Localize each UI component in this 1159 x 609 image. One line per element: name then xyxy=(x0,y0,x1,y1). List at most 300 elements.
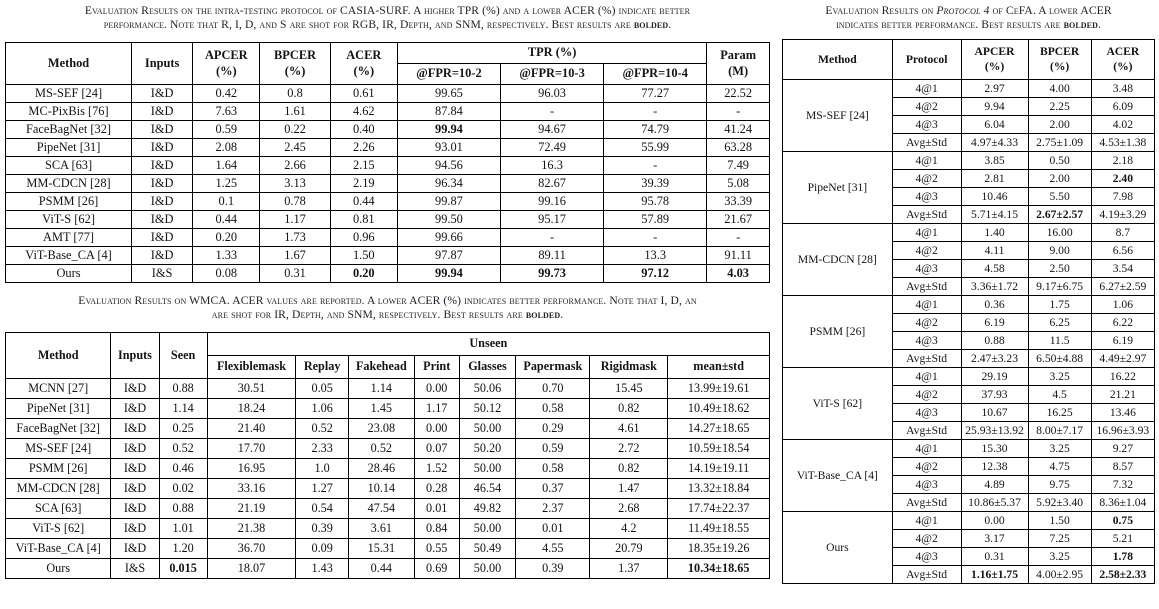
data-cell: 0.00 xyxy=(961,511,1028,529)
data-cell: I&D xyxy=(132,120,193,138)
data-cell: 2.97 xyxy=(961,79,1028,97)
data-cell: 99.94 xyxy=(397,264,500,282)
data-cell: 6.50±4.88 xyxy=(1028,349,1091,367)
data-cell: 55.99 xyxy=(604,138,707,156)
data-cell: 1.61 xyxy=(260,102,330,120)
table-row xyxy=(6,228,770,246)
data-cell: 0.96 xyxy=(330,228,397,246)
data-cell: 21.38 xyxy=(207,518,296,538)
data-cell: 4@3 xyxy=(892,331,961,349)
data-cell: 1.43 xyxy=(296,558,349,578)
data-cell: 25.93±13.92 xyxy=(961,421,1028,439)
table-row xyxy=(6,538,770,558)
data-cell: 6.25 xyxy=(1028,313,1091,331)
header-cell: Method xyxy=(6,42,132,84)
data-cell: 0.46 xyxy=(159,458,207,478)
data-cell: 3.61 xyxy=(348,518,414,538)
caption-text: Evaluation Results on the intra-testing protocol of CASIA-SURF. A higher TPR (%) and a lower ACER (%) indicate better xyxy=(84,4,691,17)
data-cell: 16.96±3.93 xyxy=(1091,421,1154,439)
data-cell: 99.50 xyxy=(397,210,500,228)
table-row xyxy=(6,478,770,498)
data-cell: 1.06 xyxy=(1091,295,1154,313)
data-cell: 12.38 xyxy=(961,457,1028,475)
data-cell: 0.59 xyxy=(193,120,260,138)
data-cell: 10.49±18.62 xyxy=(668,398,770,418)
caption-line xyxy=(5,294,770,308)
data-cell: 0.20 xyxy=(193,228,260,246)
data-cell: 99.66 xyxy=(397,228,500,246)
data-cell: 0.58 xyxy=(516,398,590,418)
data-cell: AMT [77] xyxy=(6,228,132,246)
data-cell: 99.73 xyxy=(501,264,604,282)
header-cell: Seen xyxy=(159,332,207,378)
data-cell: 1.14 xyxy=(348,378,414,398)
data-cell: 1.17 xyxy=(414,398,459,418)
data-cell: 4@3 xyxy=(892,475,961,493)
header-cell: Method xyxy=(783,39,893,79)
wmca-results-table xyxy=(5,332,770,579)
data-cell: I&D xyxy=(111,418,159,438)
data-cell: 4@1 xyxy=(892,439,961,457)
data-cell: 1.17 xyxy=(260,210,330,228)
data-cell: 2.40 xyxy=(1091,169,1154,187)
data-cell: 0.01 xyxy=(414,498,459,518)
data-cell: PSMM [26] xyxy=(6,192,132,210)
data-cell: 4.75 xyxy=(1028,457,1091,475)
data-cell: 7.63 xyxy=(193,102,260,120)
data-cell: Avg±Std xyxy=(892,349,961,367)
data-cell: 50.49 xyxy=(459,538,516,558)
data-cell: 4.00±2.95 xyxy=(1028,565,1091,583)
data-cell: 3.85 xyxy=(961,151,1028,169)
data-cell: - xyxy=(604,102,707,120)
data-cell: Ours xyxy=(783,511,893,583)
data-cell: 3.25 xyxy=(1028,439,1091,457)
data-cell: 4@1 xyxy=(892,367,961,385)
data-cell: 0.75 xyxy=(1091,511,1154,529)
data-cell: 97.87 xyxy=(397,246,500,264)
data-cell: 99.94 xyxy=(397,120,500,138)
data-cell: I&D xyxy=(132,174,193,192)
data-cell: 1.52 xyxy=(414,458,459,478)
data-cell: 4@1 xyxy=(892,151,961,169)
data-cell: 4.49±2.97 xyxy=(1091,349,1154,367)
data-cell: - xyxy=(501,102,604,120)
data-cell: ViT-S [62] xyxy=(6,518,111,538)
data-cell: 10.34±18.65 xyxy=(668,558,770,578)
data-cell: 0.00 xyxy=(414,418,459,438)
data-cell: 1.50 xyxy=(1028,511,1091,529)
data-cell: 28.46 xyxy=(348,458,414,478)
data-cell: MS-SEF [24] xyxy=(6,84,132,102)
table-row xyxy=(6,458,770,478)
data-cell: 22.52 xyxy=(707,84,770,102)
data-cell: 41.24 xyxy=(707,120,770,138)
cefa-table-caption xyxy=(782,4,1155,33)
header-cell: Method xyxy=(6,332,111,378)
header-cell: BPCER (%) xyxy=(1028,39,1091,79)
data-cell: 0.88 xyxy=(159,498,207,518)
data-cell: 0.52 xyxy=(296,418,349,438)
data-cell: ViT-Base_CA [4] xyxy=(6,246,132,264)
data-cell: MM-CDCN [28] xyxy=(783,223,893,295)
data-cell: 1.01 xyxy=(159,518,207,538)
data-cell: 4@2 xyxy=(892,313,961,331)
header-cell: ACER (%) xyxy=(330,42,397,84)
data-cell: 50.06 xyxy=(459,378,516,398)
data-cell: Avg±Std xyxy=(892,277,961,295)
data-cell: I&D xyxy=(111,398,159,418)
data-cell: MM-CDCN [28] xyxy=(6,174,132,192)
data-cell: 4@2 xyxy=(892,97,961,115)
data-cell: 0.09 xyxy=(296,538,349,558)
data-cell: - xyxy=(707,102,770,120)
data-cell: 50.20 xyxy=(459,438,516,458)
data-cell: I&D xyxy=(111,478,159,498)
caption-text: bolded xyxy=(525,308,561,322)
data-cell: 50.00 xyxy=(459,458,516,478)
data-cell: ViT-Base_CA [4] xyxy=(6,538,111,558)
table-row xyxy=(6,174,770,192)
data-cell: 1.40 xyxy=(961,223,1028,241)
data-cell: 0.82 xyxy=(590,398,668,418)
data-cell: 11.5 xyxy=(1028,331,1091,349)
data-cell: 0.40 xyxy=(330,120,397,138)
data-cell: 2.00 xyxy=(1028,115,1091,133)
data-cell: 7.98 xyxy=(1091,187,1154,205)
data-cell: 0.78 xyxy=(260,192,330,210)
caption-line xyxy=(5,18,770,32)
table-row xyxy=(783,511,1155,529)
data-cell: MCNN [27] xyxy=(6,378,111,398)
data-cell: 3.54 xyxy=(1091,259,1154,277)
data-cell: 4@2 xyxy=(892,169,961,187)
data-cell: 2.68 xyxy=(590,498,668,518)
data-cell: 2.67±2.57 xyxy=(1028,205,1091,223)
header-cell: Inputs xyxy=(111,332,159,378)
header-cell: APCER (%) xyxy=(193,42,260,84)
data-cell: 30.51 xyxy=(207,378,296,398)
data-cell: I&D xyxy=(111,518,159,538)
data-cell: 95.78 xyxy=(604,192,707,210)
data-cell: 33.16 xyxy=(207,478,296,498)
data-cell: Avg±Std xyxy=(892,205,961,223)
data-cell: 3.48 xyxy=(1091,79,1154,97)
header-cell: Inputs xyxy=(132,42,193,84)
data-cell: 0.54 xyxy=(296,498,349,518)
data-cell: 18.24 xyxy=(207,398,296,418)
data-cell: PipeNet [31] xyxy=(6,138,132,156)
left-column xyxy=(5,4,770,579)
data-cell: 13.46 xyxy=(1091,403,1154,421)
data-cell: 0.81 xyxy=(330,210,397,228)
data-cell: 7.25 xyxy=(1028,529,1091,547)
caption-text: Protocol 4 xyxy=(936,4,990,17)
data-cell: 5.71±4.15 xyxy=(961,205,1028,223)
data-cell: 18.07 xyxy=(207,558,296,578)
caption-text: bolded xyxy=(633,18,669,32)
caption-text: bolded xyxy=(1063,18,1098,32)
caption-text: Evaluation Results on xyxy=(825,4,937,17)
data-cell: I&D xyxy=(111,378,159,398)
data-cell: 4@1 xyxy=(892,79,961,97)
table-row xyxy=(6,246,770,264)
data-cell: 2.58±2.33 xyxy=(1091,565,1154,583)
data-cell: 0.01 xyxy=(516,518,590,538)
header-cell: Unseen xyxy=(207,332,769,355)
header-cell: Protocol xyxy=(892,39,961,79)
table-row xyxy=(6,518,770,538)
header-cell: ACER (%) xyxy=(1091,39,1154,79)
data-cell: 3.25 xyxy=(1028,367,1091,385)
data-cell: 50.00 xyxy=(459,558,516,578)
data-cell: 8.7 xyxy=(1091,223,1154,241)
caption-line xyxy=(782,18,1155,32)
data-cell: 21.40 xyxy=(207,418,296,438)
wmca-table-caption xyxy=(5,294,770,323)
data-cell: 36.70 xyxy=(207,538,296,558)
header-cell: @FPR=10-3 xyxy=(501,63,604,84)
data-cell: 99.87 xyxy=(397,192,500,210)
data-cell: 0.25 xyxy=(159,418,207,438)
data-cell: 10.14 xyxy=(348,478,414,498)
data-cell: 13.99±19.61 xyxy=(668,378,770,398)
data-cell: 10.86±5.37 xyxy=(961,493,1028,511)
data-cell: Ours xyxy=(6,558,111,578)
header-cell: @FPR=10-2 xyxy=(397,63,500,84)
data-cell: 17.70 xyxy=(207,438,296,458)
table-row xyxy=(6,120,770,138)
data-cell: 0.69 xyxy=(414,558,459,578)
data-cell: I&S xyxy=(111,558,159,578)
data-cell: I&D xyxy=(111,458,159,478)
caption-line xyxy=(5,4,770,18)
data-cell: 0.20 xyxy=(330,264,397,282)
header-cell: TPR (%) xyxy=(397,42,706,63)
data-cell: 4.19±3.29 xyxy=(1091,205,1154,223)
data-cell: 57.89 xyxy=(604,210,707,228)
data-cell: 82.67 xyxy=(501,174,604,192)
data-cell: 0.39 xyxy=(516,558,590,578)
data-cell: ViT-Base_CA [4] xyxy=(783,439,893,511)
header-cell: APCER (%) xyxy=(961,39,1028,79)
data-cell: 97.12 xyxy=(604,264,707,282)
data-cell: I&D xyxy=(132,156,193,174)
data-cell: 15.31 xyxy=(348,538,414,558)
data-cell: 1.27 xyxy=(296,478,349,498)
data-cell: 15.45 xyxy=(590,378,668,398)
data-cell: 5.92±3.40 xyxy=(1028,493,1091,511)
data-cell: 5.21 xyxy=(1091,529,1154,547)
data-cell: MM-CDCN [28] xyxy=(6,478,111,498)
data-cell: 4@3 xyxy=(892,259,961,277)
data-cell: 9.17±6.75 xyxy=(1028,277,1091,295)
data-cell: 1.47 xyxy=(590,478,668,498)
data-cell: 2.72 xyxy=(590,438,668,458)
data-cell: I&D xyxy=(111,538,159,558)
data-cell: 96.03 xyxy=(501,84,604,102)
data-cell: 4.61 xyxy=(590,418,668,438)
header-cell: Glasses xyxy=(459,355,516,378)
data-cell: 47.54 xyxy=(348,498,414,518)
data-cell: 0.52 xyxy=(159,438,207,458)
data-cell: 0.29 xyxy=(516,418,590,438)
data-cell: 1.06 xyxy=(296,398,349,418)
data-cell: 0.22 xyxy=(260,120,330,138)
caption-line xyxy=(5,308,770,322)
data-cell: 4.62 xyxy=(330,102,397,120)
data-cell: 95.17 xyxy=(501,210,604,228)
data-cell: 94.67 xyxy=(501,120,604,138)
table-row xyxy=(6,210,770,228)
data-cell: 1.64 xyxy=(193,156,260,174)
data-cell: 0.44 xyxy=(330,192,397,210)
caption-text: . xyxy=(668,18,672,32)
data-cell: 2.45 xyxy=(260,138,330,156)
data-cell: 1.78 xyxy=(1091,547,1154,565)
data-cell: 72.49 xyxy=(501,138,604,156)
data-cell: 2.08 xyxy=(193,138,260,156)
data-cell: 0.42 xyxy=(193,84,260,102)
data-cell: 5.08 xyxy=(707,174,770,192)
data-cell: 11.49±18.55 xyxy=(668,518,770,538)
header-cell: mean±std xyxy=(668,355,770,378)
data-cell: 2.18 xyxy=(1091,151,1154,169)
data-cell: 0.8 xyxy=(260,84,330,102)
data-cell: 0.52 xyxy=(348,438,414,458)
data-cell: 50.00 xyxy=(459,418,516,438)
data-cell: 3.13 xyxy=(260,174,330,192)
data-cell: 21.19 xyxy=(207,498,296,518)
casia-table-caption xyxy=(5,4,770,33)
data-cell: I&D xyxy=(111,498,159,518)
data-cell: 16.00 xyxy=(1028,223,1091,241)
data-cell: 9.27 xyxy=(1091,439,1154,457)
data-cell: 37.93 xyxy=(961,385,1028,403)
data-cell: 16.25 xyxy=(1028,403,1091,421)
data-cell: 16.22 xyxy=(1091,367,1154,385)
data-cell: 4@3 xyxy=(892,547,961,565)
data-cell: I&D xyxy=(132,192,193,210)
data-cell: 21.67 xyxy=(707,210,770,228)
data-cell: 50.00 xyxy=(459,518,516,538)
data-cell: 0.08 xyxy=(193,264,260,282)
caption-text: of CeFA. A lower ACER xyxy=(989,4,1112,17)
table-row xyxy=(783,79,1155,97)
data-cell: 7.49 xyxy=(707,156,770,174)
data-cell: 87.84 xyxy=(397,102,500,120)
table-row xyxy=(6,398,770,418)
data-cell: 8.36±1.04 xyxy=(1091,493,1154,511)
data-cell: - xyxy=(604,228,707,246)
data-cell: 0.59 xyxy=(516,438,590,458)
data-cell: Avg±Std xyxy=(892,493,961,511)
data-cell: 2.37 xyxy=(516,498,590,518)
data-cell: 6.19 xyxy=(961,313,1028,331)
data-cell: Ours xyxy=(6,264,132,282)
data-cell: 13.32±18.84 xyxy=(668,478,770,498)
data-cell: MC-PixBis [76] xyxy=(6,102,132,120)
data-cell: 89.11 xyxy=(501,246,604,264)
data-cell: 3.36±1.72 xyxy=(961,277,1028,295)
data-cell: 14.27±18.65 xyxy=(668,418,770,438)
header-cell: Flexiblemask xyxy=(207,355,296,378)
right-column xyxy=(782,4,1155,584)
table-row xyxy=(783,439,1155,457)
data-cell: 0.02 xyxy=(159,478,207,498)
data-cell: 6.09 xyxy=(1091,97,1154,115)
data-cell: 4.11 xyxy=(961,241,1028,259)
table-row xyxy=(783,151,1155,169)
table-row xyxy=(6,418,770,438)
data-cell: FaceBagNet [32] xyxy=(6,120,132,138)
data-cell: 18.35±19.26 xyxy=(668,538,770,558)
table-row xyxy=(783,223,1155,241)
data-cell: 0.84 xyxy=(414,518,459,538)
data-cell: 0.31 xyxy=(260,264,330,282)
data-cell: PipeNet [31] xyxy=(783,151,893,223)
data-cell: 0.88 xyxy=(961,331,1028,349)
data-cell: 99.16 xyxy=(501,192,604,210)
data-cell: PSMM [26] xyxy=(783,295,893,367)
data-cell: 0.58 xyxy=(516,458,590,478)
data-cell: 0.015 xyxy=(159,558,207,578)
data-cell: 13.3 xyxy=(604,246,707,264)
caption-line xyxy=(782,4,1155,18)
data-cell: 4@2 xyxy=(892,241,961,259)
data-cell: ViT-S [62] xyxy=(783,367,893,439)
data-cell: 1.16±1.75 xyxy=(961,565,1028,583)
data-cell: 33.39 xyxy=(707,192,770,210)
data-cell: 4@3 xyxy=(892,403,961,421)
data-cell: I&D xyxy=(111,438,159,458)
data-cell: 63.28 xyxy=(707,138,770,156)
table-row xyxy=(783,367,1155,385)
data-cell: 29.19 xyxy=(961,367,1028,385)
data-cell: 91.11 xyxy=(707,246,770,264)
data-cell: 4@3 xyxy=(892,115,961,133)
caption-text: Evaluation Results on WMCA. ACER values are reported. A lower ACER (%) indicates better performance. Note that I, D, an xyxy=(78,293,697,307)
data-cell: 6.27±2.59 xyxy=(1091,277,1154,295)
data-cell: 4.00 xyxy=(1028,79,1091,97)
data-cell: 9.75 xyxy=(1028,475,1091,493)
data-cell: 0.39 xyxy=(296,518,349,538)
data-cell: 4.58 xyxy=(961,259,1028,277)
header-cell: Print xyxy=(414,355,459,378)
table-row xyxy=(6,378,770,398)
caption-text: . xyxy=(1097,18,1101,32)
data-cell: 9.00 xyxy=(1028,241,1091,259)
header-cell: Replay xyxy=(296,355,349,378)
data-cell: 6.22 xyxy=(1091,313,1154,331)
data-cell: 4@1 xyxy=(892,511,961,529)
header-cell: Param (M) xyxy=(707,42,770,84)
data-cell: 4.2 xyxy=(590,518,668,538)
data-cell: 10.59±18.54 xyxy=(668,438,770,458)
table-row xyxy=(6,264,770,282)
table-row xyxy=(6,192,770,210)
data-cell: 1.20 xyxy=(159,538,207,558)
data-cell: 16.95 xyxy=(207,458,296,478)
table-row xyxy=(783,295,1155,313)
data-cell: 4.55 xyxy=(516,538,590,558)
data-cell: I&D xyxy=(132,246,193,264)
cefa-results-table xyxy=(782,39,1155,584)
data-cell: 0.50 xyxy=(1028,151,1091,169)
data-cell: 0.37 xyxy=(516,478,590,498)
data-cell: - xyxy=(707,228,770,246)
data-cell: 2.33 xyxy=(296,438,349,458)
